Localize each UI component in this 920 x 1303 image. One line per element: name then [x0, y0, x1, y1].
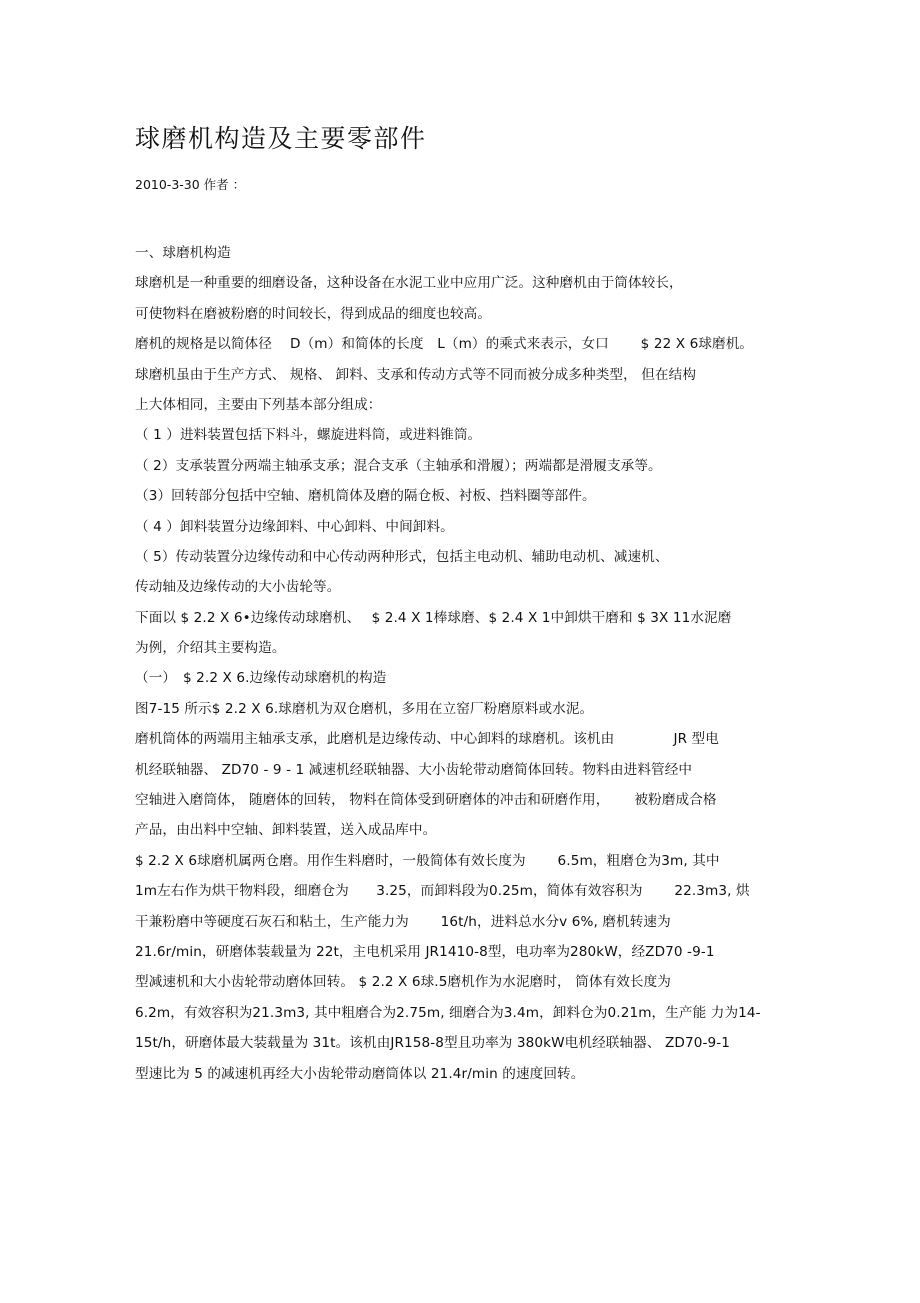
body-text-line: 型速比为 5 的减速机再经大小齿轮带动磨筒体以 21.4r/min 的速度回转。	[135, 1065, 585, 1082]
body-text-line: 6.2m，有效容积为21.3m3, 其中粗磨合为2.75m, 细磨合为3.4m，卸料仓为0.21m，生产能 力为14-	[135, 1004, 761, 1021]
document-date-author: 2010-3-30 作者 ：	[135, 177, 246, 192]
body-text-line: （3）回转部分包括中空轴、磨机筒体及磨的隔仓板、衬板、挡料圈等部件。	[135, 488, 596, 505]
body-text-line: （ 4 ）卸料装置分边缘卸料、中心卸料、中间卸料。	[135, 518, 454, 535]
body-text-line: 上大体相同，主要由下列基本部分组成：	[135, 396, 382, 413]
body-text-line: 为例，介绍其主要构造。	[135, 640, 286, 657]
body-text-line: （ 2）支承装置分两端主轴承支承；混合支承（主轴承和滑履）；两端都是滑履支承等。	[135, 457, 662, 474]
body-text-line: 磨机筒体的两端用主轴承支承，此磨机是边缘传动、中心卸料的球磨机。该机由 JR 型电	[135, 731, 719, 748]
body-text-line: 传动轴及边缘传动的大小齿轮等。	[135, 579, 341, 596]
body-text-line: 型减速机和大小齿轮带动磨体回转。 $ 2.2 X 6球.5磨机作为水泥磨时， 筒体有效长度为	[135, 974, 671, 991]
body-text-line: 可使物料在磨被粉磨的时间较长，得到成品的细度也较高。	[135, 305, 492, 322]
body-text-line: 21.6r/min，研磨体装载量为 22t，主电机采用 JR1410-8型，电功率为280kW，经ZD70 -9-1	[135, 943, 715, 960]
body-text-line: （ 1 ）进料装置包括下料斗，螺旋进料筒，或进料锥筒。	[135, 427, 482, 444]
body-text-line: 15t/h，研磨体最大装载量为 31t。该机由JR158-8型且功率为 380kW电机经联轴器、 ZD70-9-1	[135, 1035, 730, 1052]
body-text-line: 产品，由出料中空轴、卸料装置，送入成品库中。	[135, 822, 437, 839]
body-text-line: 球磨机虽由于生产方式、 规格、 卸料、支承和传动方式等不同而被分成多种类型， 但在结构	[135, 366, 697, 383]
body-text-line: （一） $ 2.2 X 6.边缘传动球磨机的构造	[135, 670, 387, 687]
section-heading: 一、球磨机构造	[135, 245, 231, 261]
document-title: 球磨机构造及主要零部件	[135, 124, 427, 153]
body-text-line: 磨机的规格是以简体径 D（m）和简体的长度 L（m）的乘式来表示，女口 $ 22 X 6球磨机。	[135, 336, 754, 353]
body-text-line: 下面以 $ 2.2 X 6•边缘传动球磨机、 $ 2.4 X 1棒球磨、$ 2.4 X 1中卸烘干磨和 $ 3X 11水泥磨	[135, 609, 732, 626]
body-text-line: 1m左右作为烘干物料段，细磨仓为 3.25，而卸料段为0.25m，简体有效容积为 22.3m3, 烘	[135, 883, 750, 900]
body-text-line: 图7-15 所示$ 2.2 X 6.球磨机为双仓磨机，多用在立窑厂粉磨原料或水泥。	[135, 700, 594, 717]
body-text-line: （ 5）传动装置分边缘传动和中心传动两种形式，包括主电动机、辅助电动机、减速机、	[135, 548, 669, 565]
body-text-line: $ 2.2 X 6球磨机属两仓磨。用作生料磨时，一般简体有效长度为 6.5m，粗磨仓为3m, 其中	[135, 852, 720, 869]
body-text-line: 机经联轴器、 ZD70 - 9 - 1 减速机经联轴器、大小齿轮带动磨简体回转。物料由进料管经中	[135, 761, 693, 778]
document-body	[135, 238, 775, 1089]
body-text-line: 空轴进入磨筒体， 随磨体的回转， 物料在筒体受到研磨体的冲击和研磨作用， 被粉磨成合格	[135, 792, 717, 809]
body-text-line: 干兼粉磨中等硬度石灰石和粘土，生产能力为 16t/h，进料总水分v 6%, 磨机转速为	[135, 913, 671, 930]
body-text-line: 球磨机是一种重要的细磨设备，这种设备在水泥工业中应用广泛。这种磨机由于筒体较长，	[135, 275, 683, 292]
